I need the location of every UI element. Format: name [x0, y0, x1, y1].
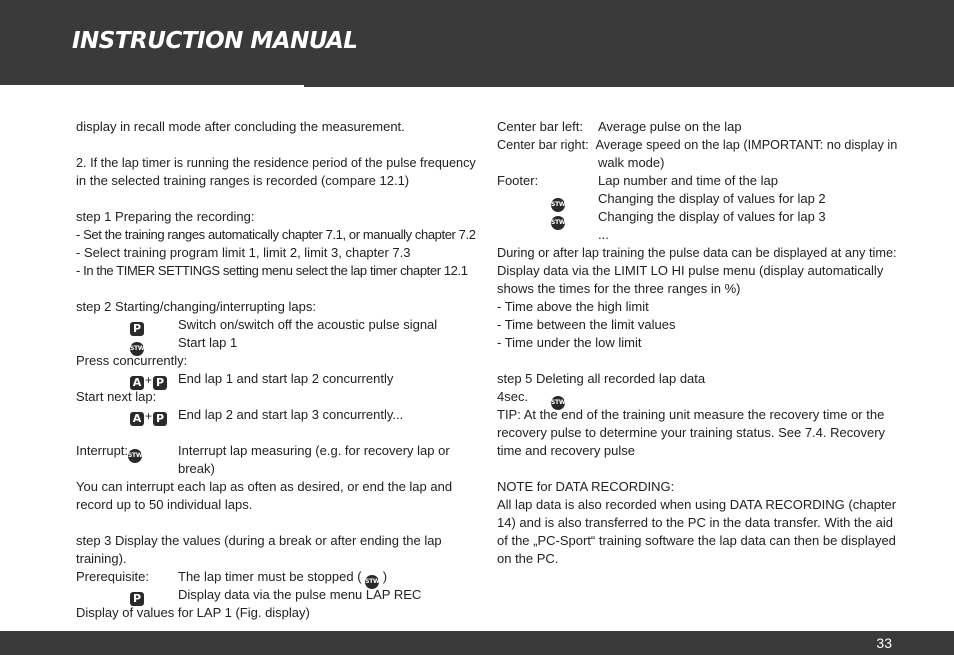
row-label: Center bar left:: [497, 119, 583, 134]
paragraph-line: training).: [76, 551, 127, 566]
instruction-text: Display data via the pulse menu LAP REC: [178, 587, 422, 602]
instruction-text: Interrupt lap measuring (e.g. for recovery lap or: [178, 443, 450, 458]
paragraph-line: All lap data is also recorded when using DATA RECORDING (chapter: [497, 497, 897, 512]
list-item: - In the TIMER SETTINGS setting menu select the lap timer chapter 12.1: [76, 263, 468, 278]
row-label: Center bar right:: [497, 137, 589, 152]
paragraph-line: 14) and is also transferred to the PC in the data transfer. With the aid: [497, 515, 893, 530]
definition-row: [497, 208, 897, 226]
paragraph-line: During or after lap training the pulse data can be displayed at any time:: [497, 245, 897, 260]
stw-button-icon: STW: [551, 191, 565, 212]
instruction-row: [76, 370, 476, 388]
stw-button-icon: STW: [128, 443, 142, 458]
note-heading: NOTE for DATA RECORDING:: [497, 479, 675, 494]
page-number: 33: [876, 635, 892, 651]
paragraph-line: Press concurrently:: [76, 353, 188, 368]
instruction-text: Start lap 1: [178, 335, 238, 350]
paragraph-line: record up to 50 individual laps.: [76, 497, 253, 512]
p-button-icon: P: [130, 587, 144, 606]
paragraph-line: on the PC.: [497, 551, 559, 566]
paragraph-line: recovery pulse to determine your training status. See 7.4. Recovery: [497, 425, 886, 440]
p-button-icon: P: [130, 317, 144, 336]
stw-button-icon: STW: [551, 389, 565, 410]
instruction-text: End lap 1 and start lap 2 concurrently: [178, 371, 394, 386]
row-text: ...: [598, 227, 609, 242]
row-label: Interrupt:: [76, 443, 129, 458]
instruction-row: [76, 316, 476, 334]
a-plus-p-icon: A + P: [130, 407, 167, 426]
list-item: - Time above the high limit: [497, 299, 649, 314]
definition-row: [497, 118, 897, 136]
definition-row: [497, 172, 897, 190]
instruction-row: [76, 442, 476, 460]
row-text: Changing the display of values for lap 3: [598, 209, 826, 224]
a-plus-p-icon: A + P: [130, 371, 167, 390]
row-label: Prerequisite:: [76, 569, 149, 584]
row-text: Average speed on the lap (IMPORTANT: no display in: [595, 137, 898, 152]
list-item: - Time under the low limit: [497, 335, 642, 350]
instruction-row: [76, 586, 476, 604]
header-rule: [0, 85, 304, 87]
list-item: - Time between the limit values: [497, 317, 676, 332]
list-item: - Set the training ranges automatically chapter 7.1, or manually chapter 7.2: [76, 227, 476, 242]
step-heading: step 1 Preparing the recording:: [76, 209, 255, 224]
paragraph-line: TIP: At the end of the training unit measure the recovery time or the: [497, 407, 885, 422]
paragraph-line: 2. If the lap timer is running the residence period of the pulse frequency: [76, 155, 476, 170]
list-item: - Select training program limit 1, limit 2, limit 3, chapter 7.3: [76, 245, 411, 260]
paragraph-line: Start next lap:: [76, 389, 157, 404]
paragraph-line: Display data via the LIMIT LO HI pulse menu (display automatically: [497, 263, 884, 278]
paragraph-line: time and recovery pulse: [497, 443, 636, 458]
instruction-row: [76, 334, 476, 352]
instruction-row: [497, 388, 897, 406]
instruction-text: Switch on/switch off the acoustic pulse signal: [178, 317, 438, 332]
paragraph-line: You can interrupt each lap as often as desired, or end the lap and: [76, 479, 453, 494]
row-text: Average pulse on the lap: [598, 119, 742, 134]
instruction-row: [76, 460, 476, 478]
left-column: [76, 118, 476, 622]
definition-row: [497, 154, 897, 172]
row-text: Lap number and time of the lap: [598, 173, 778, 188]
stw-button-icon: STW: [130, 335, 144, 356]
row-text: walk mode): [598, 155, 665, 170]
definition-row: [497, 226, 897, 244]
row-label: Footer:: [497, 173, 539, 188]
paragraph-line: display in recall mode after concluding the measurement.: [76, 119, 405, 134]
definition-row: [497, 136, 898, 154]
paragraph-line: shows the times for the three ranges in %): [497, 281, 741, 296]
instruction-text: End lap 2 and start lap 3 concurrently...: [178, 407, 404, 422]
manual-title: INSTRUCTION MANUAL: [72, 28, 358, 54]
header-bar: [0, 0, 954, 87]
row-label: 4sec.: [497, 389, 529, 404]
paragraph-line: Display of values for LAP 1 (Fig. display): [76, 605, 310, 620]
stw-button-icon: STW: [365, 575, 379, 589]
instruction-row: [76, 406, 476, 424]
instruction-row: [76, 568, 476, 586]
footer-bar: [0, 631, 954, 655]
right-column: [497, 118, 897, 568]
row-text: Changing the display of values for lap 2: [598, 191, 826, 206]
step-heading: step 2 Starting/changing/interrupting laps:: [76, 299, 316, 314]
stw-button-icon: STW: [551, 209, 565, 230]
paragraph-line: in the selected training ranges is recorded (compare 12.1): [76, 173, 410, 188]
step-heading: step 5 Deleting all recorded lap data: [497, 371, 706, 386]
paragraph-line: of the „PC-Sport“ training software the lap data can then be displayed: [497, 533, 896, 548]
instruction-text: The lap timer must be stopped ( STW ): [178, 568, 387, 589]
instruction-text: break): [178, 461, 215, 476]
definition-row: [497, 190, 897, 208]
step-heading: step 3 Display the values (during a break or after ending the lap: [76, 533, 442, 548]
